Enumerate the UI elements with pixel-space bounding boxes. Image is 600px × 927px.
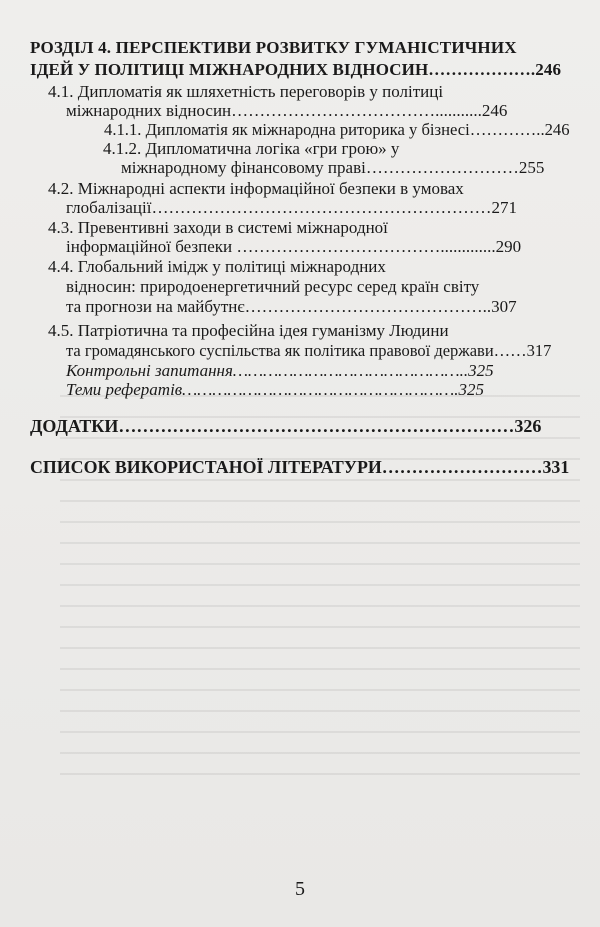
toc-entry-4-5-line2: та громадянського суспільства як політика правової держави……317 — [66, 341, 552, 360]
toc-entry-4-2-line2: глобалізації……………………………………………………271 — [66, 198, 517, 217]
toc-section4-title-line1: РОЗДІЛ 4. ПЕРСПЕКТИВИ РОЗВИТКУ ГУМАНІСТИЧНИХ — [30, 38, 517, 57]
toc-entry-4-4-line2: відносин: природоенергетичний ресурс серед країн світу — [66, 277, 480, 296]
toc-entry-essays: Теми рефератів……………………………………………….325 — [66, 380, 485, 399]
toc-entry-4-3-line2: інформаційної безпеки ……………………………….............290 — [66, 237, 522, 256]
toc-section4-title-line2: ІДЕЙ У ПОЛІТИЦІ МІЖНАРОДНИХ ВІДНОСИН……………….246 — [30, 60, 562, 79]
toc-entry-4-4-line3: та прогнози на майбутнє……………………………………..307 — [66, 297, 517, 316]
toc-entry-4-1-2-line1: 4.1.2. Дипломатична логіка «гри грою» у — [103, 139, 400, 158]
toc-entry-appendix: ДОДАТКИ…………………………………………………………326 — [30, 416, 542, 436]
toc-entry-4-1-line2: міжнародних відносин………………………………...........246 — [66, 101, 508, 120]
toc-entry-4-1-1: 4.1.1. Дипломатія як міжнародна риторика у бізнесі…………..246 — [104, 120, 570, 139]
toc-entry-4-1-line1: 4.1. Дипломатія як шляхетність переговорів у політиці — [48, 82, 444, 101]
page-number: 5 — [295, 878, 305, 900]
toc-entry-4-5-line1: 4.5. Патріотична та професійна ідея гуманізму Людини — [48, 321, 449, 340]
toc-entry-4-3-line1: 4.3. Превентивні заходи в системі міжнародної — [48, 218, 388, 237]
toc-entry-4-4-line1: 4.4. Глобальний імідж у політиці міжнародних — [48, 257, 386, 276]
toc-entry-questions: Контрольні запитання………………………………………..325 — [66, 361, 494, 380]
toc-entry-4-1-2-line2: міжнародному фінансовому праві………………………255 — [121, 158, 545, 177]
toc-entry-references: СПИСОК ВИКОРИСТАНОЇ ЛІТЕРАТУРИ………………………331 — [30, 457, 570, 477]
show-through-text — [60, 395, 580, 785]
toc-entry-4-2-line1: 4.2. Міжнародні аспекти інформаційної безпеки в умовах — [48, 179, 464, 198]
